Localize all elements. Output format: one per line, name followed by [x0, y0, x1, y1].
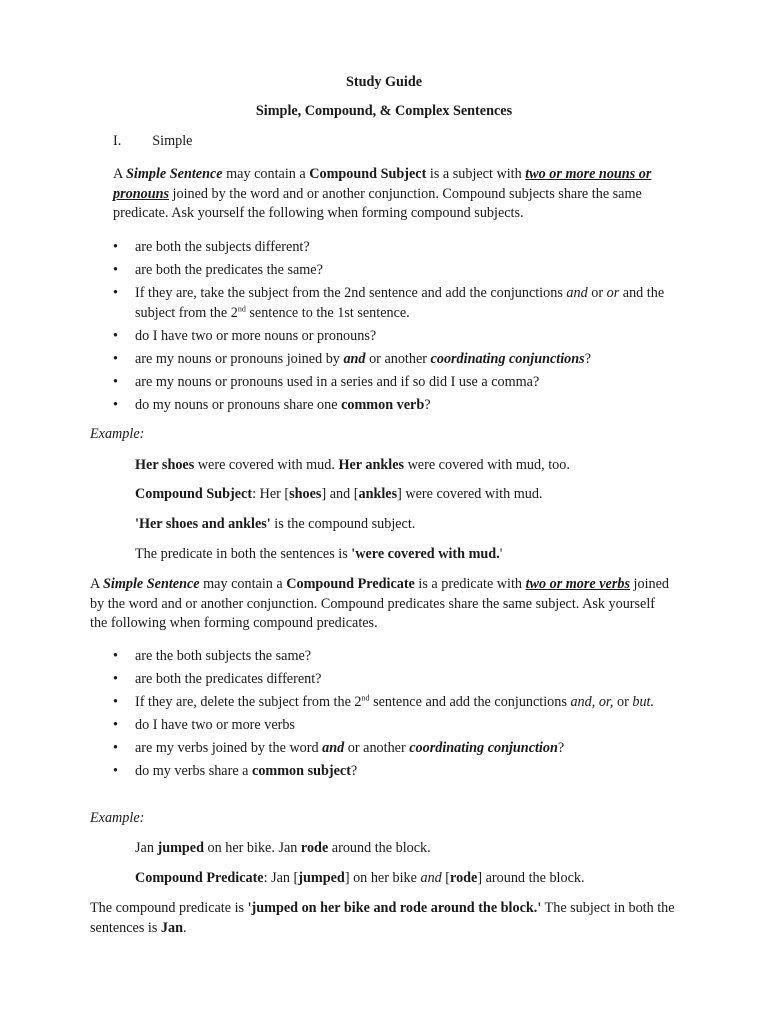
list-item: • do I have two or more verbs — [113, 717, 295, 733]
list-item: • If they are, delete the subject from the 2nd sentence and add the conjunctions and, or, or but. — [113, 693, 655, 710]
example-predicate-note: The predicate in both the sentences is 'were covered with mud.' — [135, 546, 503, 562]
compound-predicate-checklist — [113, 647, 675, 785]
paragraph-conclusion: The compound predicate is 'jumped on her bike and rode around the block.' The subject in both the sentences is Jan. — [90, 900, 675, 936]
example-sentence: Jan jumped on her bike. Jan rode around the block. — [135, 840, 431, 856]
term-simple-sentence: Simple Sentence — [103, 576, 200, 592]
example-label: Example: — [90, 426, 145, 442]
list-item: • are my nouns or pronouns used in a series and if so did I use a comma? — [113, 373, 540, 390]
list-item: • do my verbs share a common subject? — [113, 763, 358, 779]
section-heading — [113, 133, 192, 150]
list-item: • are my verbs joined by the word and or another coordinating conjunction? — [113, 740, 565, 756]
list-item: • do I have two or more nouns or pronouns? — [113, 327, 377, 344]
list-item: • are my nouns or pronouns joined by and or another coordinating conjunctions? — [113, 350, 591, 367]
example-explanation: 'Her shoes and ankles' is the compound subject. — [135, 516, 416, 532]
paragraph-compound-subject: A Simple Sentence may contain a Compound Subject is a subject with two or more nouns or pronouns joined by the word and or another conjunction. Compound subjects share the same predicate. Ask yourself the following when forming compound subjects. — [113, 166, 652, 221]
list-item: • do my nouns or pronouns share one common verb? — [113, 396, 431, 413]
section-numeral: I. — [113, 133, 122, 149]
example-compound-subject: Compound Subject: Her [shoes] and [ankles] were covered with mud. — [135, 486, 543, 502]
term-simple-sentence: Simple Sentence — [126, 166, 223, 182]
list-item: • are both the predicates different? — [113, 671, 322, 687]
example-label: Example: — [90, 810, 145, 826]
document-title: Study Guide — [345, 74, 423, 90]
example-sentence: Her shoes were covered with mud. Her ankles were covered with mud, too. — [135, 457, 570, 473]
document-subtitle: Simple, Compound, & Complex Sentences — [255, 103, 513, 119]
list-item: • are both the subjects different? — [113, 239, 310, 255]
paragraph-compound-predicate: A Simple Sentence may contain a Compound Predicate is a predicate with two or more verbs joined by the word and or another conjunction. Compound predicates share the same subject. Ask yourself the following when forming compound predicates. — [90, 576, 670, 631]
term-compound-subject: Compound Subject — [309, 166, 427, 182]
example-compound-predicate: Compound Predicate: Jan [jumped] on her bike and [rode] around the block. — [135, 870, 585, 886]
emphasis-verbs: two or more verbs — [525, 576, 630, 592]
list-item: • If they are, take the subject from the 2nd sentence and add the conjunctions and or or and the subject from the 2nd sentence to the 1st sentence. — [113, 285, 665, 321]
term-compound-predicate: Compound Predicate — [286, 576, 415, 592]
list-item: • are the both subjects the same? — [113, 648, 312, 664]
section-name: Simple — [152, 133, 193, 149]
compound-subject-checklist — [113, 238, 675, 419]
emphasis-nouns: two or more nouns or pronouns — [113, 166, 652, 202]
list-item: • are both the predicates the same? — [113, 262, 323, 278]
